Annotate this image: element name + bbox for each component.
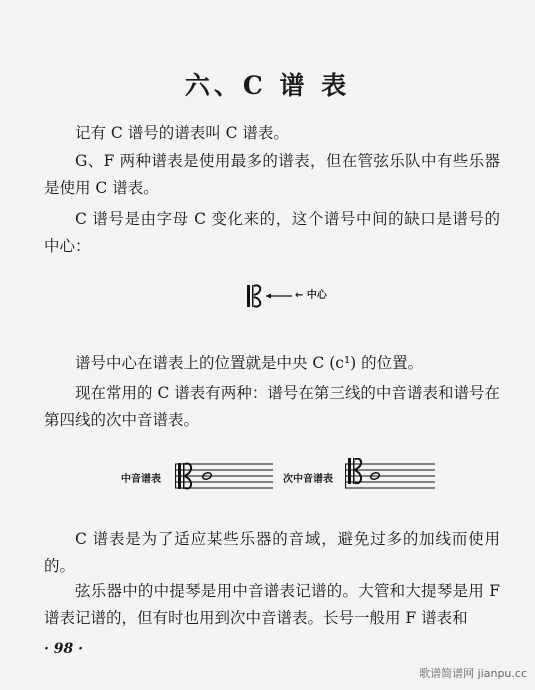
page-number: · 98 · — [44, 641, 83, 657]
paragraph-2: G、F 两种谱表是使用最多的谱表，但在管弦乐队中有些乐器是使用 C 谱表。 — [44, 152, 500, 197]
section-title: 六、C 谱 表 — [184, 71, 351, 100]
paragraph-4: 谱号中心在谱表上的位置就是中央 C (c¹) 的位置。 — [75, 354, 424, 372]
paragraph-5: 现在常用的 C 谱表有两种：谱号在第三线的中音谱表和谱号在第四线的次中音谱表。 — [44, 384, 500, 429]
alto-staff-label: 中音谱表 — [121, 474, 161, 485]
paragraph-7: 弦乐器中的中提琴是用中音谱表记谱的。大管和大提琴是用 F 谱表记谱的，但有时也用到次中音谱表。长号一般用 F 谱表和 — [44, 582, 500, 627]
paragraph-6: C 谱表是为了适应某些乐器的音域，避免过多的加线而使用的。 — [44, 530, 500, 575]
tenor-staff-icon — [345, 458, 435, 498]
paragraph-1: 记有 C 谱号的谱表叫 C 谱表。 — [75, 124, 289, 142]
watermark: 歌谱简谱网 jianpu.cc — [419, 667, 527, 680]
clef-center-label: ← 中心 — [295, 290, 327, 301]
c-clef-figure — [246, 284, 294, 308]
alto-staff-icon — [175, 458, 273, 498]
tenor-staff-label: 次中音谱表 — [283, 474, 333, 485]
c-clef-icon — [246, 284, 294, 308]
paragraph-3: C 谱号是由字母 C 变化来的，这个谱号中间的缺口是谱号的中心： — [44, 210, 500, 255]
